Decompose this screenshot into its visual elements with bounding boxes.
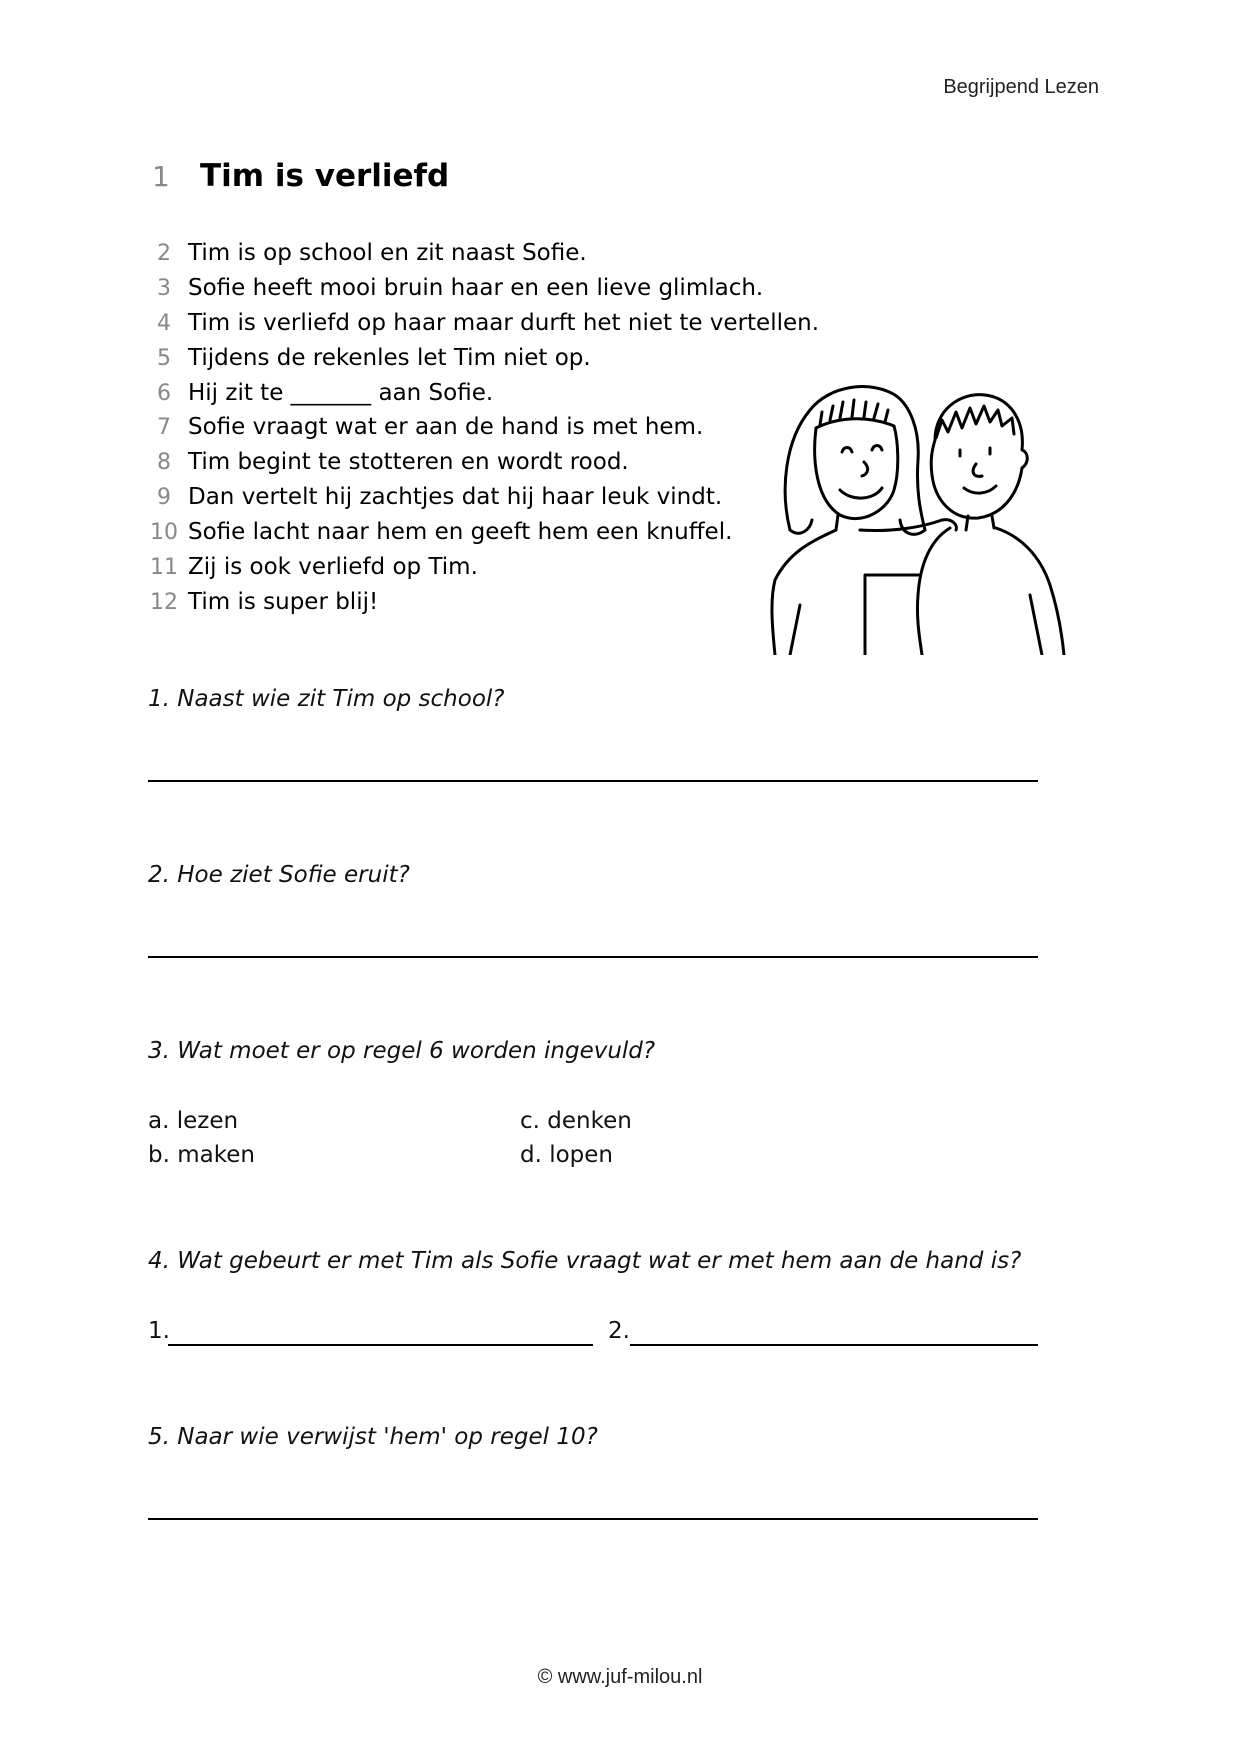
story-title: Tim is verliefd: [200, 158, 450, 194]
option-d[interactable]: d. lopen: [520, 1142, 614, 1168]
answer-label-2: 2.: [608, 1318, 630, 1344]
answer-line-2[interactable]: [148, 956, 1038, 958]
line-number: 10: [150, 520, 178, 545]
line-text: Zij is ook verliefd op Tim.: [188, 554, 478, 580]
story-line: [140, 484, 722, 510]
story-line: [140, 449, 629, 475]
line-number: 9: [157, 485, 171, 510]
line-text: Tim is super blij!: [188, 589, 379, 615]
line-number: 6: [157, 381, 171, 406]
story-line: [140, 240, 587, 266]
story-line: [140, 589, 378, 615]
line-number: 2: [157, 241, 171, 266]
line-text: Tijdens de rekenles let Tim niet op.: [188, 345, 591, 371]
line-text: Tim is op school en zit naast Sofie.: [188, 240, 587, 266]
line-number: 7: [157, 415, 171, 440]
title-line-number: 1: [152, 160, 170, 193]
story-line: [140, 275, 763, 301]
question-2: 2. Hoe ziet Sofie eruit?: [148, 862, 410, 888]
question-1: 1. Naast wie zit Tim op school?: [148, 686, 505, 712]
line-number: 5: [157, 346, 171, 371]
question-4: 4. Wat gebeurt er met Tim als Sofie vraagt wat er met hem aan de hand is?: [148, 1248, 1022, 1274]
question-3: 3. Wat moet er op regel 6 worden ingevuld?: [148, 1038, 656, 1064]
girl-and-boy-illustration: [770, 380, 1070, 655]
option-a[interactable]: a. lezen: [148, 1108, 239, 1134]
question-5: 5. Naar wie verwijst 'hem' op regel 10?: [148, 1424, 598, 1450]
line-number: 4: [157, 311, 171, 336]
line-number: 11: [150, 555, 178, 580]
line-text: Sofie heeft mooi bruin haar en een lieve glimlach.: [188, 275, 764, 301]
line-text: Dan vertelt hij zachtjes dat hij haar leuk vindt.: [188, 484, 723, 510]
line-number: 3: [157, 276, 171, 301]
page-footer: © www.juf-milou.nl: [537, 1666, 703, 1688]
answer-line-1[interactable]: [148, 780, 1038, 782]
story-line: [140, 414, 703, 440]
answer-line-5[interactable]: [148, 1518, 1038, 1520]
story-line: [140, 519, 732, 545]
answer-line-4a[interactable]: [168, 1344, 593, 1346]
line-text: Tim begint te stotteren en wordt rood.: [188, 449, 629, 475]
option-c[interactable]: c. denken: [520, 1108, 632, 1134]
line-text: Hij zit te _______ aan Sofie.: [188, 380, 494, 406]
line-number: 12: [150, 590, 178, 615]
line-text: Sofie vraagt wat er aan de hand is met hem.: [188, 414, 704, 440]
line-number: 8: [157, 450, 171, 475]
story-line: [140, 554, 478, 580]
option-b[interactable]: b. maken: [148, 1142, 255, 1168]
line-text: Tim is verliefd op haar maar durft het niet te vertellen.: [188, 310, 820, 336]
story-line: [140, 310, 819, 336]
answer-line-4b[interactable]: [630, 1344, 1038, 1346]
answer-label-1: 1.: [148, 1318, 170, 1344]
line-text: Sofie lacht naar hem en geeft hem een knuffel.: [188, 519, 733, 545]
story-line: [140, 380, 493, 406]
story-line: [140, 345, 591, 371]
page-header: Begrijpend Lezen: [943, 76, 1099, 98]
